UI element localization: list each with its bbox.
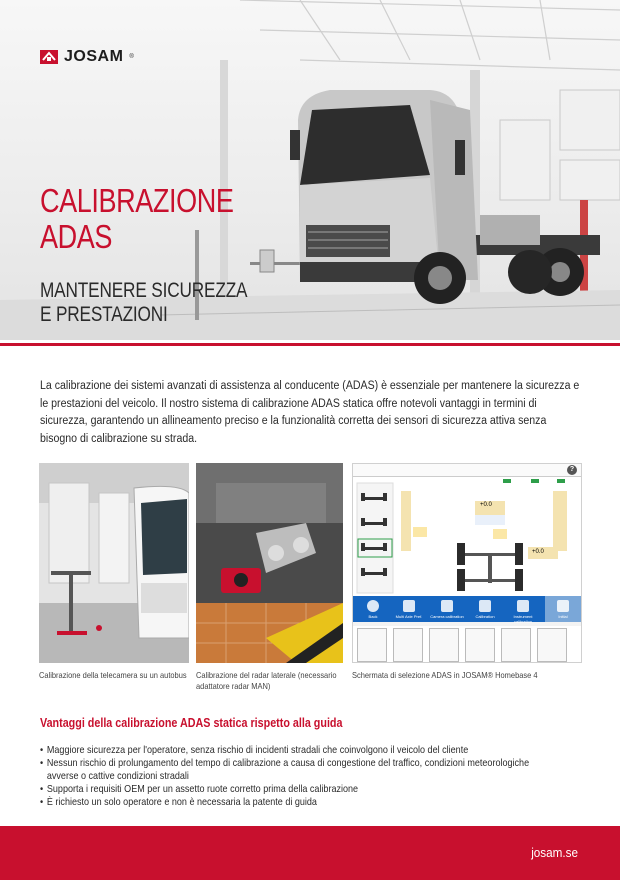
readout-value-2: +0.0 <box>532 549 544 555</box>
caption-homebase-screen: Schermata di selezione ADAS in JOSAM® Homebase 4 <box>352 670 538 680</box>
camera-calibration-button[interactable] <box>429 596 465 622</box>
axle-icon <box>403 600 415 612</box>
title-line-2: ADAS <box>40 218 113 255</box>
website-link[interactable]: josam.se <box>531 845 578 860</box>
calibration-icon <box>479 600 491 612</box>
calibration-label: Calibration <box>475 614 495 619</box>
subtitle-line-2: E PRESTAZIONI <box>40 303 168 326</box>
caption-radar-calibration: Calibrazione del radar laterale (necessario adattatore radar MAN) <box>196 670 337 691</box>
equipment-thumb[interactable] <box>393 628 423 662</box>
benefit-item: • Nessun rischio di prolungamento del tempo di calibrazione a causa di congestione del traffico, condizioni meteorologiche avverse o cattive condizioni stradali <box>40 757 547 783</box>
subtitle-line-1: MANTENERE SICUREZZA <box>40 279 248 302</box>
benefits-heading: Vantaggi della calibrazione ADAS statica rispetto alla guida <box>40 716 343 730</box>
bus-camera-calibration-photo <box>39 463 189 663</box>
bus-calibration-image <box>39 463 189 663</box>
instrument-calibration-label: Instrument calibration <box>513 614 533 624</box>
initial-icon <box>557 600 569 612</box>
instrument-calibration-button[interactable] <box>505 596 541 622</box>
multi-axle-pref-button[interactable] <box>391 596 427 622</box>
camera-icon <box>441 600 453 612</box>
footer-bar <box>0 826 620 880</box>
instrument-icon <box>517 600 529 612</box>
back-arrow-icon <box>367 600 379 612</box>
multi-axle-label: Multi Axle Pref. <box>395 614 423 619</box>
readout-value-1: +0.0 <box>480 502 492 508</box>
software-toolbar <box>353 596 582 622</box>
intro-paragraph: La calibrazione dei sistemi avanzati di assistenza al conducente (ADAS) è essenziale per mantenere la sicurezza e le prestazioni del veicolo. Il nostro sistema di calibrazione ADAS statica offre notevoli vantaggi in termini di sicurezza, garantendo un allineamento preciso e la funzionalità corretta dei sensori di sicurezza attiva senza bisogno di calibrazione su strada. <box>40 380 580 445</box>
equipment-thumb[interactable] <box>357 628 387 662</box>
equipment-thumb[interactable] <box>465 628 495 662</box>
benefits-list <box>40 744 547 809</box>
hero-divider <box>0 343 620 346</box>
josam-logo <box>40 48 134 66</box>
back-button[interactable] <box>355 596 391 622</box>
homebase-adas-screenshot <box>352 463 582 663</box>
initial-button[interactable] <box>545 596 581 622</box>
hero-section <box>0 0 620 340</box>
benefit-item: • È richiesto un solo operatore e non è necessaria la patente di guida <box>40 796 547 809</box>
initial-label: Initial <box>558 614 568 619</box>
benefit-item: • Maggiore sicurezza per l'operatore, senza rischio di incidenti stradali che coinvolgono il veicolo del cliente <box>40 744 547 757</box>
camera-calibration-label: Camera calibration <box>430 614 464 619</box>
equipment-thumb[interactable] <box>429 628 459 662</box>
back-label: Back <box>368 614 378 619</box>
vehicle-axle-diagram <box>353 477 582 597</box>
help-icon: ? <box>567 465 577 475</box>
logo-registered-mark: ® <box>129 54 134 60</box>
calibration-button[interactable] <box>467 596 503 622</box>
benefit-item: • Supporta i requisiti OEM per un assetto ruote corretto prima della calibrazione <box>40 783 547 796</box>
side-radar-calibration-photo <box>196 463 343 663</box>
equipment-thumb[interactable] <box>501 628 531 662</box>
equipment-thumb[interactable] <box>537 628 567 662</box>
calibration-equipment-strip <box>353 626 582 663</box>
logo-wordmark: JOSAM <box>64 48 124 65</box>
radar-calibration-image <box>196 463 343 663</box>
page-title <box>40 183 276 255</box>
caption-bus-calibration: Calibrazione della telecamera su un autobus <box>39 670 187 680</box>
page-subtitle <box>40 279 293 327</box>
title-line-1: CALIBRAZIONE <box>40 182 234 219</box>
software-topbar <box>353 464 582 477</box>
josam-logo-mark-icon <box>40 50 58 64</box>
